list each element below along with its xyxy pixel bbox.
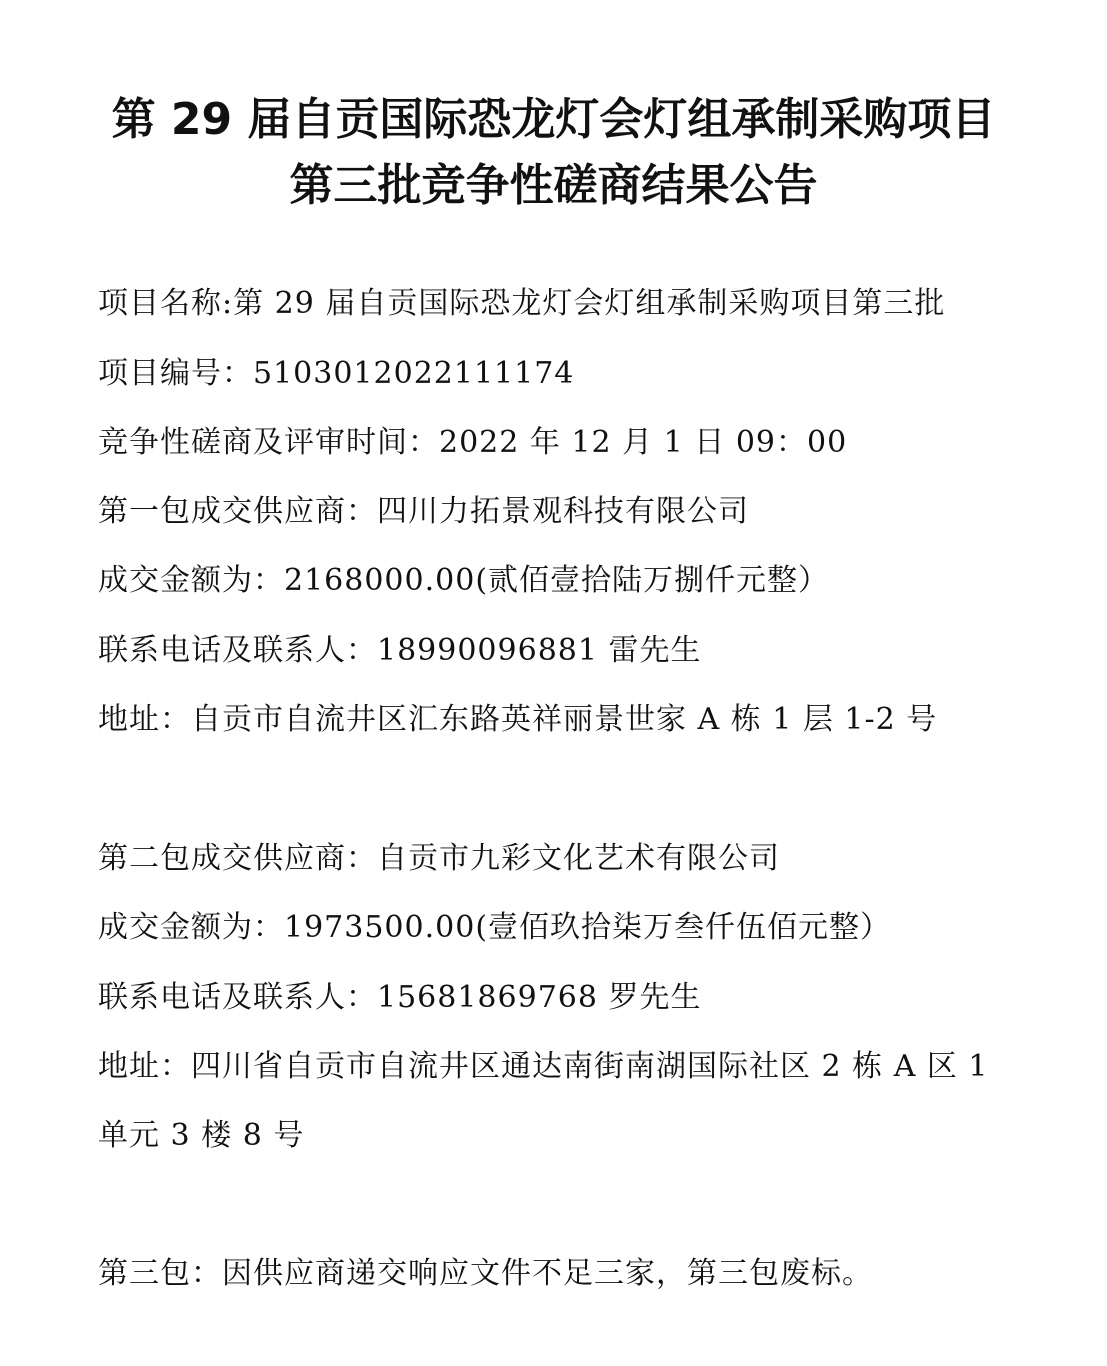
package1-amount: 成交金额为：2168000.00(贰佰壹拾陆万捌仟元整） [98, 563, 830, 598]
package1-supplier: 第一包成交供应商：四川力拓景观科技有限公司 [98, 494, 749, 529]
review-time: 竞争性磋商及评审时间：2022 年 12 月 1 日 09：00 [98, 425, 848, 460]
package2-address-line-1: 地址：四川省自贡市自流井区通达南街南湖国际社区 2 栋 A 区 1 [98, 1049, 989, 1084]
package2-amount: 成交金额为：1973500.00(壹佰玖拾柒万叁仟伍佰元整） [98, 910, 892, 945]
package2-supplier: 第二包成交供应商：自贡市九彩文化艺术有限公司 [98, 841, 780, 876]
package1-address: 地址：自贡市自流井区汇东路英祥丽景世家 A 栋 1 层 1-2 号 [98, 702, 938, 737]
package1-contact: 联系电话及联系人：18990096881 雷先生 [98, 633, 702, 668]
project-number: 项目编号：5103012022111174 [98, 356, 575, 391]
package2-address-line-2: 单元 3 楼 8 号 [98, 1118, 305, 1153]
package2-contact: 联系电话及联系人：15681869768 罗先生 [98, 980, 702, 1015]
package3-note: 第三包：因供应商递交响应文件不足三家，第三包废标。 [98, 1256, 873, 1291]
title-line-2: 第三批竞争性磋商结果公告 [289, 160, 818, 211]
project-name: 项目名称:第 29 届自贡国际恐龙灯会灯组承制采购项目第三批 [98, 286, 946, 321]
title-line-1: 第 29 届自贡国际恐龙灯会灯组承制采购项目 [111, 94, 996, 145]
